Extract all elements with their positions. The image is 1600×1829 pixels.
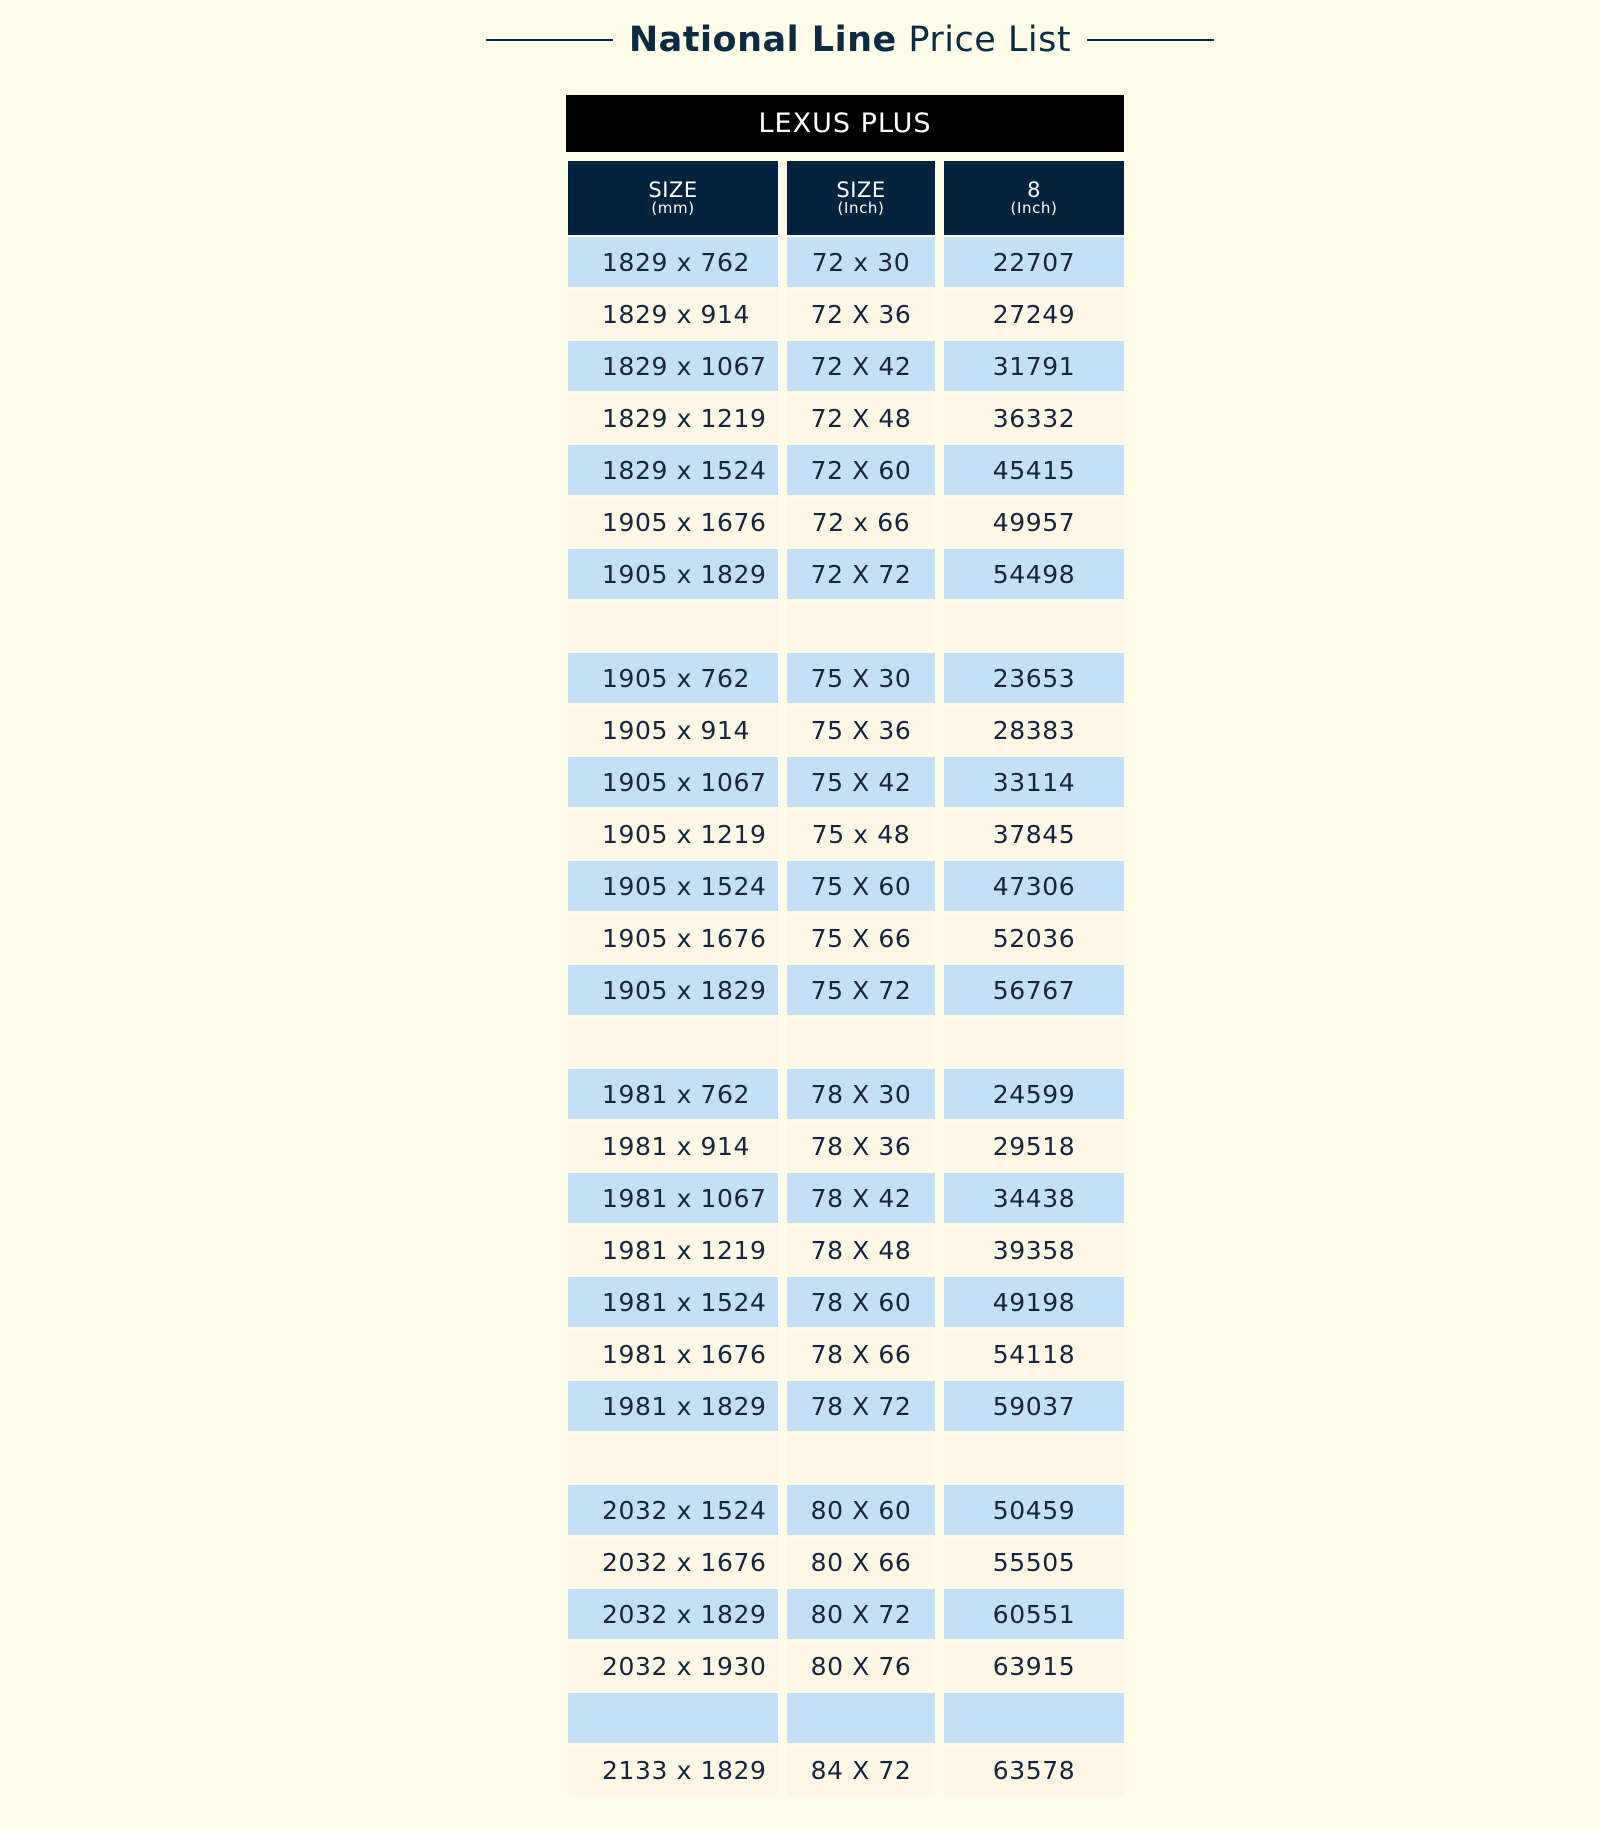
- column-header-main: SIZE: [648, 178, 698, 203]
- size-mm-cell: 1829 x 914: [568, 289, 778, 339]
- size-mm-cell: 1829 x 1524: [568, 445, 778, 495]
- size-inch-cell: [787, 1693, 935, 1743]
- heading-left-rule: [486, 39, 613, 41]
- price-cell: 50459: [944, 1485, 1124, 1535]
- column-header-thickness-8: [944, 161, 1124, 235]
- table-row: [566, 809, 1124, 859]
- column-header-main: 8: [1027, 178, 1041, 203]
- size-mm-cell: 2032 x 1676: [568, 1537, 778, 1587]
- price-cell: [944, 1017, 1124, 1067]
- size-mm-cell: 1981 x 1524: [568, 1277, 778, 1327]
- table-row: [566, 757, 1124, 807]
- price-cell: 31791: [944, 341, 1124, 391]
- table-row: [566, 1381, 1124, 1431]
- size-mm-cell: 1905 x 762: [568, 653, 778, 703]
- table-row: [566, 1277, 1124, 1327]
- table-row: [566, 1069, 1124, 1119]
- size-inch-cell: 75 X 60: [787, 861, 935, 911]
- price-cell: 39358: [944, 1225, 1124, 1275]
- price-cell: 49957: [944, 497, 1124, 547]
- table-row: [566, 653, 1124, 703]
- page-title-bold: National Line: [628, 20, 897, 60]
- price-cell: 22707: [944, 237, 1124, 287]
- table-row: [566, 1017, 1124, 1067]
- price-cell: [944, 1693, 1124, 1743]
- price-cell: 45415: [944, 445, 1124, 495]
- table-row: [566, 913, 1124, 963]
- price-cell: [944, 1433, 1124, 1483]
- size-inch-cell: 78 X 30: [787, 1069, 935, 1119]
- table-row: [566, 1433, 1124, 1483]
- table-row: [566, 601, 1124, 651]
- table-body: [566, 237, 1124, 1795]
- size-mm-cell: 1905 x 1829: [568, 549, 778, 599]
- price-cell: 54118: [944, 1329, 1124, 1379]
- size-inch-cell: 72 X 72: [787, 549, 935, 599]
- size-inch-cell: [787, 1017, 935, 1067]
- size-mm-cell: 1905 x 1829: [568, 965, 778, 1015]
- column-header-size-inch: [787, 161, 935, 235]
- table-row: [566, 861, 1124, 911]
- size-mm-cell: 1981 x 914: [568, 1121, 778, 1171]
- size-mm-cell: 1981 x 1067: [568, 1173, 778, 1223]
- size-inch-cell: 78 X 60: [787, 1277, 935, 1327]
- price-cell: 47306: [944, 861, 1124, 911]
- size-mm-cell: 1905 x 1067: [568, 757, 778, 807]
- table-row: [566, 1485, 1124, 1535]
- table-row: [566, 549, 1124, 599]
- size-mm-cell: 1905 x 1219: [568, 809, 778, 859]
- price-cell: 59037: [944, 1381, 1124, 1431]
- page-title: [629, 20, 1071, 60]
- table-row: [566, 393, 1124, 443]
- price-cell: [944, 601, 1124, 651]
- size-inch-cell: 78 X 36: [787, 1121, 935, 1171]
- heading-right-rule: [1087, 39, 1214, 41]
- table-row: [566, 1121, 1124, 1171]
- table-row: [566, 289, 1124, 339]
- price-table: [566, 95, 1124, 1795]
- size-inch-cell: 75 X 30: [787, 653, 935, 703]
- size-inch-cell: 75 X 42: [787, 757, 935, 807]
- size-mm-cell: 1829 x 762: [568, 237, 778, 287]
- table-row: [566, 1745, 1124, 1795]
- page-title-light: Price List: [908, 20, 1072, 60]
- table-header-row: [566, 161, 1124, 235]
- size-inch-cell: 75 X 66: [787, 913, 935, 963]
- size-mm-cell: 2133 x 1829: [568, 1745, 778, 1795]
- size-inch-cell: [787, 601, 935, 651]
- size-inch-cell: 80 X 72: [787, 1589, 935, 1639]
- size-inch-cell: 80 X 60: [787, 1485, 935, 1535]
- size-inch-cell: 72 X 36: [787, 289, 935, 339]
- price-cell: 49198: [944, 1277, 1124, 1327]
- size-inch-cell: 75 X 72: [787, 965, 935, 1015]
- size-mm-cell: [568, 1693, 778, 1743]
- price-cell: 27249: [944, 289, 1124, 339]
- column-header-unit: (mm): [651, 199, 695, 218]
- table-row: [566, 497, 1124, 547]
- size-inch-cell: 78 X 42: [787, 1173, 935, 1223]
- table-row: [566, 1329, 1124, 1379]
- price-cell: 28383: [944, 705, 1124, 755]
- size-inch-cell: 72 X 42: [787, 341, 935, 391]
- price-cell: 63915: [944, 1641, 1124, 1691]
- size-mm-cell: 2032 x 1524: [568, 1485, 778, 1535]
- table-row: [566, 1693, 1124, 1743]
- table-row: [566, 1225, 1124, 1275]
- price-cell: 36332: [944, 393, 1124, 443]
- price-cell: 29518: [944, 1121, 1124, 1171]
- size-inch-cell: 72 X 48: [787, 393, 935, 443]
- column-header-main: SIZE: [836, 178, 886, 203]
- table-banner: LEXUS PLUS: [566, 95, 1124, 152]
- size-inch-cell: 84 X 72: [787, 1745, 935, 1795]
- size-inch-cell: 78 X 66: [787, 1329, 935, 1379]
- price-cell: 23653: [944, 653, 1124, 703]
- table-row: [566, 1537, 1124, 1587]
- size-inch-cell: 75 X 36: [787, 705, 935, 755]
- price-cell: 54498: [944, 549, 1124, 599]
- price-cell: 60551: [944, 1589, 1124, 1639]
- size-inch-cell: 78 X 48: [787, 1225, 935, 1275]
- price-cell: 34438: [944, 1173, 1124, 1223]
- size-inch-cell: [787, 1433, 935, 1483]
- size-inch-cell: 80 X 66: [787, 1537, 935, 1587]
- size-mm-cell: [568, 601, 778, 651]
- size-mm-cell: [568, 1433, 778, 1483]
- price-cell: 55505: [944, 1537, 1124, 1587]
- size-mm-cell: 1981 x 1676: [568, 1329, 778, 1379]
- page-heading: [486, 12, 1214, 68]
- table-row: [566, 1173, 1124, 1223]
- table-row: [566, 705, 1124, 755]
- price-cell: 52036: [944, 913, 1124, 963]
- size-inch-cell: 72 X 60: [787, 445, 935, 495]
- table-row: [566, 1641, 1124, 1691]
- price-cell: 24599: [944, 1069, 1124, 1119]
- column-header-unit: (Inch): [1010, 199, 1058, 218]
- size-mm-cell: 1905 x 1676: [568, 497, 778, 547]
- size-mm-cell: 1905 x 914: [568, 705, 778, 755]
- column-header-size-mm: [568, 161, 778, 235]
- size-mm-cell: 1905 x 1676: [568, 913, 778, 963]
- table-row: [566, 341, 1124, 391]
- size-mm-cell: 2032 x 1829: [568, 1589, 778, 1639]
- size-mm-cell: 1905 x 1524: [568, 861, 778, 911]
- size-inch-cell: 80 X 76: [787, 1641, 935, 1691]
- price-cell: 37845: [944, 809, 1124, 859]
- size-inch-cell: 72 x 30: [787, 237, 935, 287]
- size-mm-cell: 1829 x 1067: [568, 341, 778, 391]
- table-row: [566, 445, 1124, 495]
- price-cell: 56767: [944, 965, 1124, 1015]
- column-header-unit: (Inch): [837, 199, 885, 218]
- table-row: [566, 965, 1124, 1015]
- size-mm-cell: 2032 x 1930: [568, 1641, 778, 1691]
- size-mm-cell: [568, 1017, 778, 1067]
- price-cell: 63578: [944, 1745, 1124, 1795]
- table-row: [566, 237, 1124, 287]
- size-inch-cell: 72 x 66: [787, 497, 935, 547]
- size-mm-cell: 1981 x 1219: [568, 1225, 778, 1275]
- size-mm-cell: 1981 x 762: [568, 1069, 778, 1119]
- size-mm-cell: 1981 x 1829: [568, 1381, 778, 1431]
- table-row: [566, 1589, 1124, 1639]
- price-cell: 33114: [944, 757, 1124, 807]
- size-inch-cell: 78 X 72: [787, 1381, 935, 1431]
- size-inch-cell: 75 x 48: [787, 809, 935, 859]
- size-mm-cell: 1829 x 1219: [568, 393, 778, 443]
